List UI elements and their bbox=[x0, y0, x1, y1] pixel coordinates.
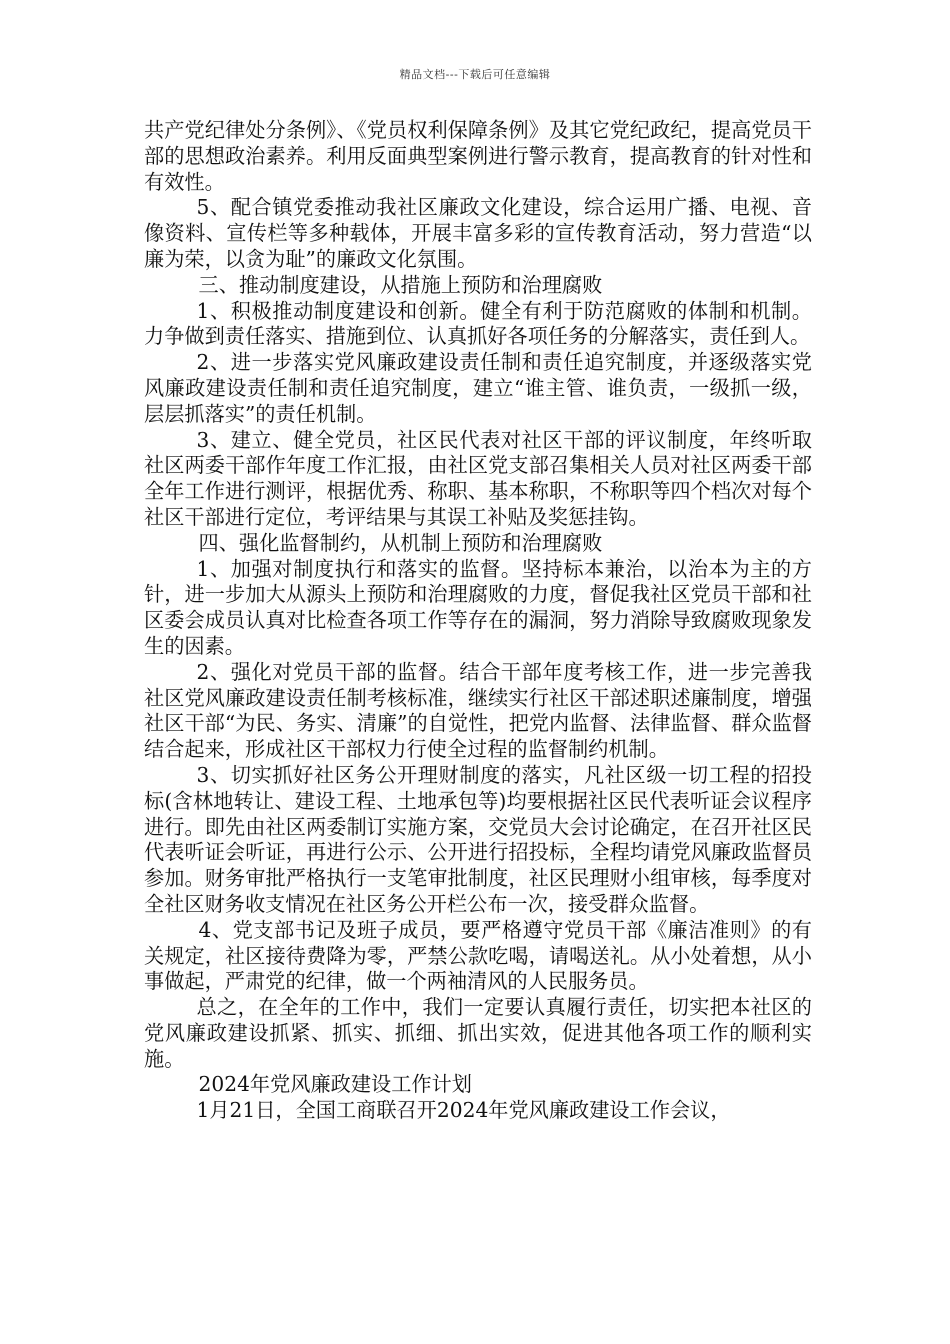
paragraph: 1、加强对制度执行和落实的监督。坚持标本兼治，以治本为主的方针，进一步加大从源头上预防和治理腐败的力度，督促我社区党员干部和社区委会成员认真对比检查各项工作等存在的漏洞，努力消除导致腐败现象发生的因素。 bbox=[144, 556, 812, 658]
paragraph: 总之，在全年的工作中，我们一定要认真履行责任，切实把本社区的党风廉政建设抓紧、抓实、抓细、抓出实效，促进其他各项工作的顺利实施。 bbox=[144, 995, 812, 1071]
paragraph: 3、切实抓好社区务公开理财制度的落实，凡社区级一切工程的招投标(含林地转让、建设工程、土地承包等)均要根据社区民代表听证会议程序进行。即先由社区两委制订实施方案，交党员大会讨论确定，在召开社区民代表听证会听证，再进行公示、公开进行招投标，全程均请党风廉政监督员参加。财务审批严格执行一支笔审批制度，社区民理财小组审核，每季度对全社区财务收支情况在社区务公开栏公布一次，接受群众监督。 bbox=[144, 762, 812, 916]
paragraph: 共产党纪律处分条例》、《党员权利保障条例》及其它党纪政纪，提高党员干部的思想政治素养。利用反面典型案例进行警示教育，提高教育的针对性和有效性。 bbox=[144, 118, 812, 194]
section-heading: 三、推动制度建设，从措施上预防和治理腐败 bbox=[198, 272, 603, 297]
document-body bbox=[144, 118, 812, 1124]
paragraph: 2、强化对党员干部的监督。结合干部年度考核工作，进一步完善我社区党风廉政建设责任制考核标准，继续实行社区干部述职述廉制度，增强社区干部“为民、务实、清廉”的自觉性，把党内监督、法律监督、群众监督结合起来，形成社区干部权力行使全过程的监督制约机制。 bbox=[144, 659, 812, 762]
paragraph: 5、配合镇党委推动我社区廉政文化建设，综合运用广播、电视、音像资料、宣传栏等多种载体，开展丰富多彩的宣传教育活动，努力营造“以廉为荣，以贪为耻”的廉政文化氛围。 bbox=[144, 195, 812, 271]
paragraph: 1、积极推动制度建设和创新。健全有利于防范腐败的体制和机制。力争做到责任落实、措施到位、认真抓好各项任务的分解落实，责任到人。 bbox=[144, 298, 812, 349]
paragraph: 1月21日，全国工商联召开2024年党风廉政建设工作会议， bbox=[196, 1098, 731, 1123]
page-header: 精品文档---下载后可任意编辑 bbox=[399, 68, 551, 81]
section-heading: 四、强化监督制约，从机制上预防和治理腐败 bbox=[198, 530, 603, 555]
document-title: 2024年党风廉政建设工作计划 bbox=[198, 1072, 472, 1097]
paragraph: 4、党支部书记及班子成员，要严格遵守党员干部《廉洁准则》的有关规定，社区接待费降为零，严禁公款吃喝，请喝送礼。从小处着想，从小事做起，严肃党的纪律，做一个两袖清风的人民服务员。 bbox=[144, 917, 812, 994]
paragraph: 3、建立、健全党员，社区民代表对社区干部的评议制度，年终听取社区两委干部作年度工作汇报，由社区党支部召集相关人员对社区两委干部全年工作进行测评，根据优秀、称职、基本称职，不称职等四个档次对每个社区干部进行定位，考评结果与其误工补贴及奖惩挂钩。 bbox=[144, 427, 812, 529]
paragraph: 2、进一步落实党风廉政建设责任制和责任追究制度，并逐级落实党风廉政建设责任制和责任追究制度，建立“谁主管、谁负责，一级抓一级，层层抓落实”的责任机制。 bbox=[144, 350, 812, 426]
